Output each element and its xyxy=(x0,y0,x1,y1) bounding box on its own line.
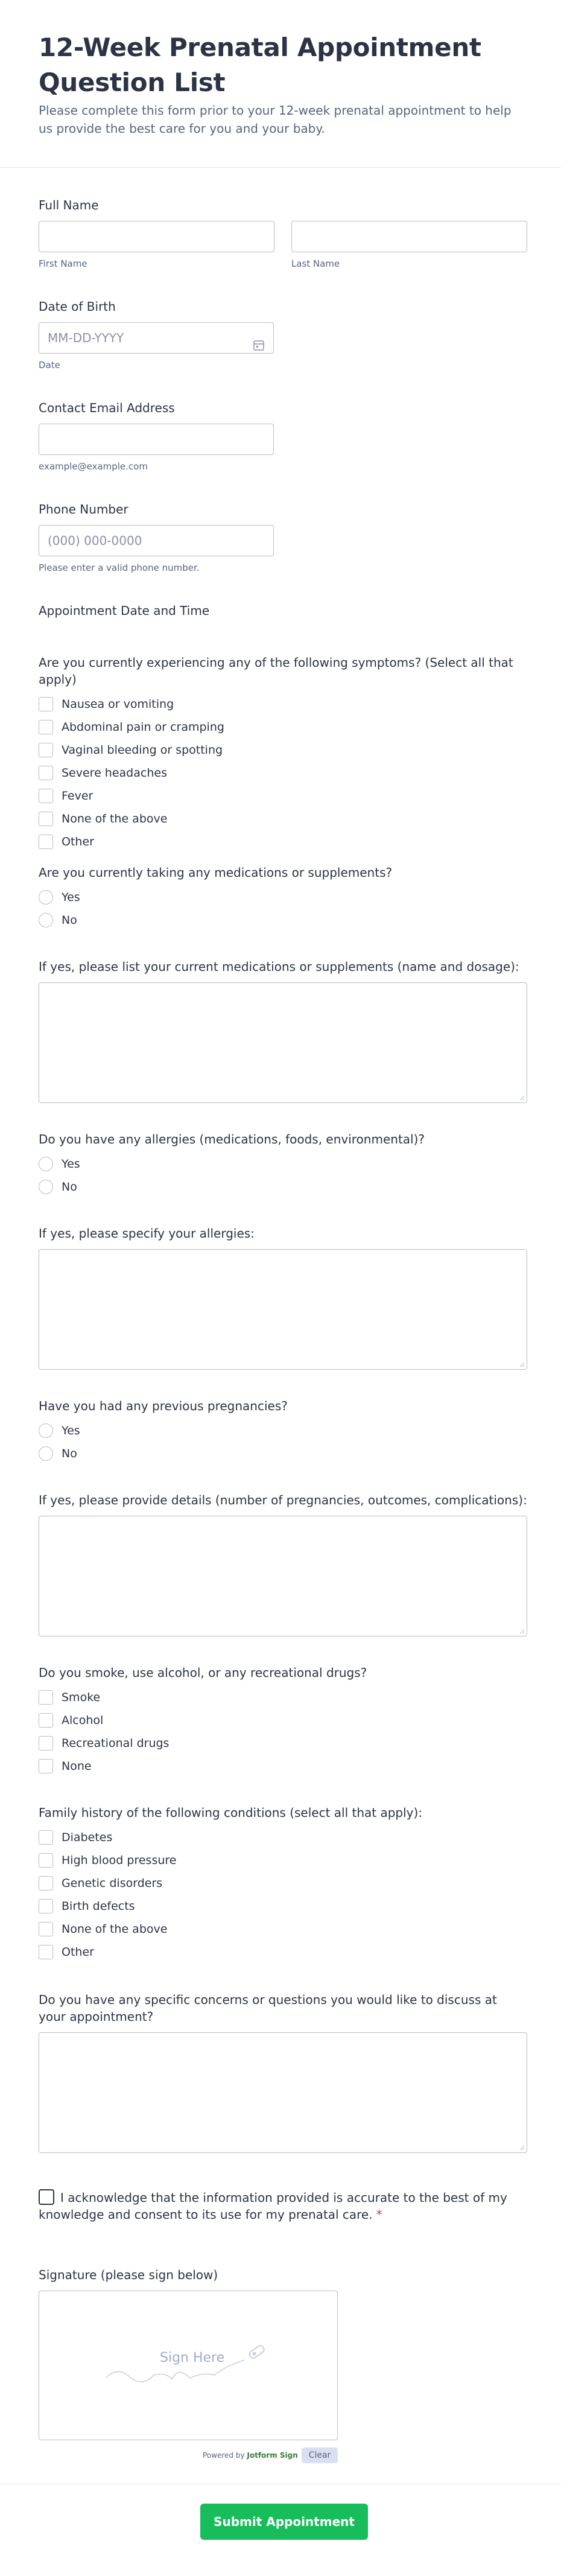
option-label: Recreational drugs xyxy=(62,1737,170,1750)
substance-option[interactable] xyxy=(39,1709,527,1732)
pregnancies-detail-label: If yes, please provide details (number of pregnancies, outcomes, complications): xyxy=(39,1493,527,1507)
substance-option[interactable] xyxy=(39,1686,527,1709)
consent-text-block xyxy=(39,2189,527,2223)
symptoms-label: Are you currently experiencing any of the following symptoms? (Select all that apply) xyxy=(39,655,513,687)
last-name-sublabel: Last Name xyxy=(291,258,340,269)
full-name-field xyxy=(39,197,527,269)
checkbox[interactable] xyxy=(39,1690,53,1705)
option-label: No xyxy=(62,914,77,927)
dob-placeholder: MM-DD-YYYY xyxy=(48,331,124,345)
symptom-option[interactable] xyxy=(39,762,527,784)
checkbox[interactable] xyxy=(39,1830,53,1845)
option-label: Diabetes xyxy=(62,1831,113,1844)
allergies-field xyxy=(39,1131,527,1198)
option-label: Abdominal pain or cramping xyxy=(62,720,224,734)
calendar-icon[interactable] xyxy=(253,332,265,362)
email-field xyxy=(39,399,527,472)
submit-button[interactable]: Submit Appointment Form xyxy=(200,2504,368,2540)
option-label: Yes xyxy=(62,891,80,904)
resize-grip-icon[interactable] xyxy=(519,1361,525,1367)
phone-sublabel: Please enter a valid phone number. xyxy=(39,562,200,573)
substance-option[interactable] xyxy=(39,1755,527,1778)
checkbox[interactable] xyxy=(39,697,53,711)
option-label: None of the above xyxy=(62,1922,168,1936)
required-mark: * xyxy=(376,2207,382,2222)
allergies-label: Do you have any allergies (medications, foods, environmental)? xyxy=(39,1132,425,1146)
page-title: 12-Week Prenatal Appointment Question List xyxy=(39,33,481,97)
dob-input[interactable] xyxy=(39,322,274,354)
symptom-option[interactable] xyxy=(39,716,527,739)
symptom-option[interactable] xyxy=(39,784,527,807)
allergies-detail-textarea[interactable] xyxy=(39,1249,527,1370)
family-history-label: Family history of the following conditions (select all that apply): xyxy=(39,1805,423,1820)
form-footer xyxy=(0,2484,561,2573)
symptom-option[interactable] xyxy=(39,807,527,830)
allergies-no-option[interactable] xyxy=(39,1175,527,1198)
consent-field xyxy=(39,2189,527,2223)
resize-grip-icon[interactable] xyxy=(519,1095,525,1101)
option-label: None of the above xyxy=(62,812,168,825)
clear-signature-button[interactable]: Clear xyxy=(302,2447,338,2463)
checkbox[interactable] xyxy=(39,743,53,757)
symptom-option[interactable] xyxy=(39,830,527,853)
appointment-label: Appointment Date and Time xyxy=(39,603,210,618)
phone-label: Phone Number xyxy=(39,502,128,517)
family-history-option[interactable] xyxy=(39,1849,527,1872)
signature-pad[interactable] xyxy=(39,2291,338,2440)
pregnancies-yes-option[interactable] xyxy=(39,1419,527,1442)
email-sublabel: example@example.com xyxy=(39,461,148,472)
dob-sublabel: Date xyxy=(39,360,60,370)
sign-here-hint: Sign Here xyxy=(160,2350,225,2365)
checkbox[interactable] xyxy=(39,812,53,826)
checkbox[interactable] xyxy=(39,1713,53,1728)
radio[interactable] xyxy=(39,1157,53,1171)
checkbox[interactable] xyxy=(39,766,53,780)
option-label: Other xyxy=(62,1945,94,1959)
medications-yes-option[interactable] xyxy=(39,886,527,909)
pregnancies-detail-field xyxy=(39,1492,527,1636)
concerns-textarea[interactable] xyxy=(39,2032,527,2153)
appointment-field xyxy=(39,602,527,619)
option-label: Other xyxy=(62,835,94,848)
option-label: No xyxy=(62,1180,77,1194)
option-label: Genetic disorders xyxy=(62,1877,163,1890)
signature-label: Signature (please sign below) xyxy=(39,2268,218,2282)
radio[interactable] xyxy=(39,1423,53,1438)
checkbox[interactable] xyxy=(39,1922,53,1936)
medications-field xyxy=(39,864,527,932)
family-history-option[interactable] xyxy=(39,1826,527,1849)
email-label: Contact Email Address xyxy=(39,401,175,415)
last-name-input[interactable] xyxy=(291,221,527,252)
radio[interactable] xyxy=(39,913,53,927)
checkbox[interactable] xyxy=(39,789,53,803)
full-name-label: Full Name xyxy=(39,198,99,212)
concerns-field xyxy=(39,1991,527,2153)
page-subtitle: Please complete this form prior to your 12-week prenatal appointment to help us provide the best care for you and your baby. xyxy=(39,103,512,136)
dob-field xyxy=(39,298,527,370)
option-label: Smoke xyxy=(62,1691,101,1704)
consent-text: I acknowledge that the information provided is accurate to the best of my knowledge and consent to its use for my prenatal care. xyxy=(39,2190,507,2222)
pregnancies-no-option[interactable] xyxy=(39,1442,527,1465)
checkbox[interactable] xyxy=(39,1853,53,1868)
resize-grip-icon[interactable] xyxy=(519,1628,525,1634)
medications-no-option[interactable] xyxy=(39,909,527,932)
option-label: Severe headaches xyxy=(62,766,167,780)
checkbox[interactable] xyxy=(39,1736,53,1751)
checkbox[interactable] xyxy=(39,1759,53,1773)
option-label: Yes xyxy=(62,1424,80,1437)
option-label: Alcohol xyxy=(62,1714,104,1727)
medications-label: Are you currently taking any medications or supplements? xyxy=(39,865,393,880)
pregnancies-field xyxy=(39,1398,527,1465)
consent-checkbox[interactable] xyxy=(39,2189,54,2205)
family-history-option[interactable] xyxy=(39,1895,527,1918)
option-label: No xyxy=(62,1447,77,1460)
checkbox[interactable] xyxy=(39,835,53,849)
powered-prefix: Powered by xyxy=(203,2451,245,2460)
allergies-yes-option[interactable] xyxy=(39,1153,527,1175)
symptom-option[interactable] xyxy=(39,739,527,762)
pregnancies-detail-textarea[interactable] xyxy=(39,1516,527,1636)
first-name-input[interactable] xyxy=(39,221,274,252)
medications-detail-textarea[interactable] xyxy=(39,982,527,1103)
family-history-option[interactable] xyxy=(39,1918,527,1941)
pregnancies-label: Have you had any previous pregnancies? xyxy=(39,1399,288,1413)
option-label: Yes xyxy=(62,1157,80,1171)
resize-grip-icon[interactable] xyxy=(519,2145,525,2151)
signature-scribble-icon xyxy=(100,2342,280,2390)
signature-field xyxy=(39,2266,527,2460)
email-input[interactable] xyxy=(39,424,274,455)
symptom-option[interactable] xyxy=(39,693,527,716)
radio[interactable] xyxy=(39,1446,53,1461)
checkbox[interactable] xyxy=(39,720,53,734)
family-history-field xyxy=(39,1804,527,1964)
allergies-detail-label: If yes, please specify your allergies: xyxy=(39,1226,255,1241)
radio[interactable] xyxy=(39,1180,53,1194)
option-label: None xyxy=(62,1760,92,1773)
first-name-sublabel: First Name xyxy=(39,258,87,269)
option-label: High blood pressure xyxy=(62,1854,177,1867)
concerns-label: Do you have any specific concerns or questions you would like to discuss at your appointment? xyxy=(39,1992,497,2024)
checkbox[interactable] xyxy=(39,1899,53,1913)
checkbox[interactable] xyxy=(39,1945,53,1959)
substances-label: Do you smoke, use alcohol, or any recreational drugs? xyxy=(39,1665,367,1680)
family-history-option[interactable] xyxy=(39,1941,527,1964)
family-history-option[interactable] xyxy=(39,1872,527,1895)
phone-field xyxy=(39,501,527,573)
allergies-detail-field xyxy=(39,1225,527,1370)
form-header xyxy=(0,0,561,168)
option-label: Birth defects xyxy=(62,1900,135,1913)
jotform-sign-link[interactable]: Jotform Sign xyxy=(247,2451,298,2460)
medications-detail-label: If yes, please list your current medications or supplements (name and dosage): xyxy=(39,959,519,974)
medications-detail-field xyxy=(39,958,527,1103)
substance-option[interactable] xyxy=(39,1732,527,1755)
option-label: Fever xyxy=(62,789,94,803)
substances-field xyxy=(39,1664,527,1778)
dob-label: Date of Birth xyxy=(39,299,116,314)
option-label: Nausea or vomiting xyxy=(62,698,174,711)
powered-by xyxy=(203,2451,298,2460)
checkbox[interactable] xyxy=(39,1876,53,1891)
symptoms-field xyxy=(39,654,527,853)
radio[interactable] xyxy=(39,890,53,905)
option-label: Vaginal bleeding or spotting xyxy=(62,743,223,757)
phone-input[interactable]: (000) 000-0000 xyxy=(39,525,274,556)
